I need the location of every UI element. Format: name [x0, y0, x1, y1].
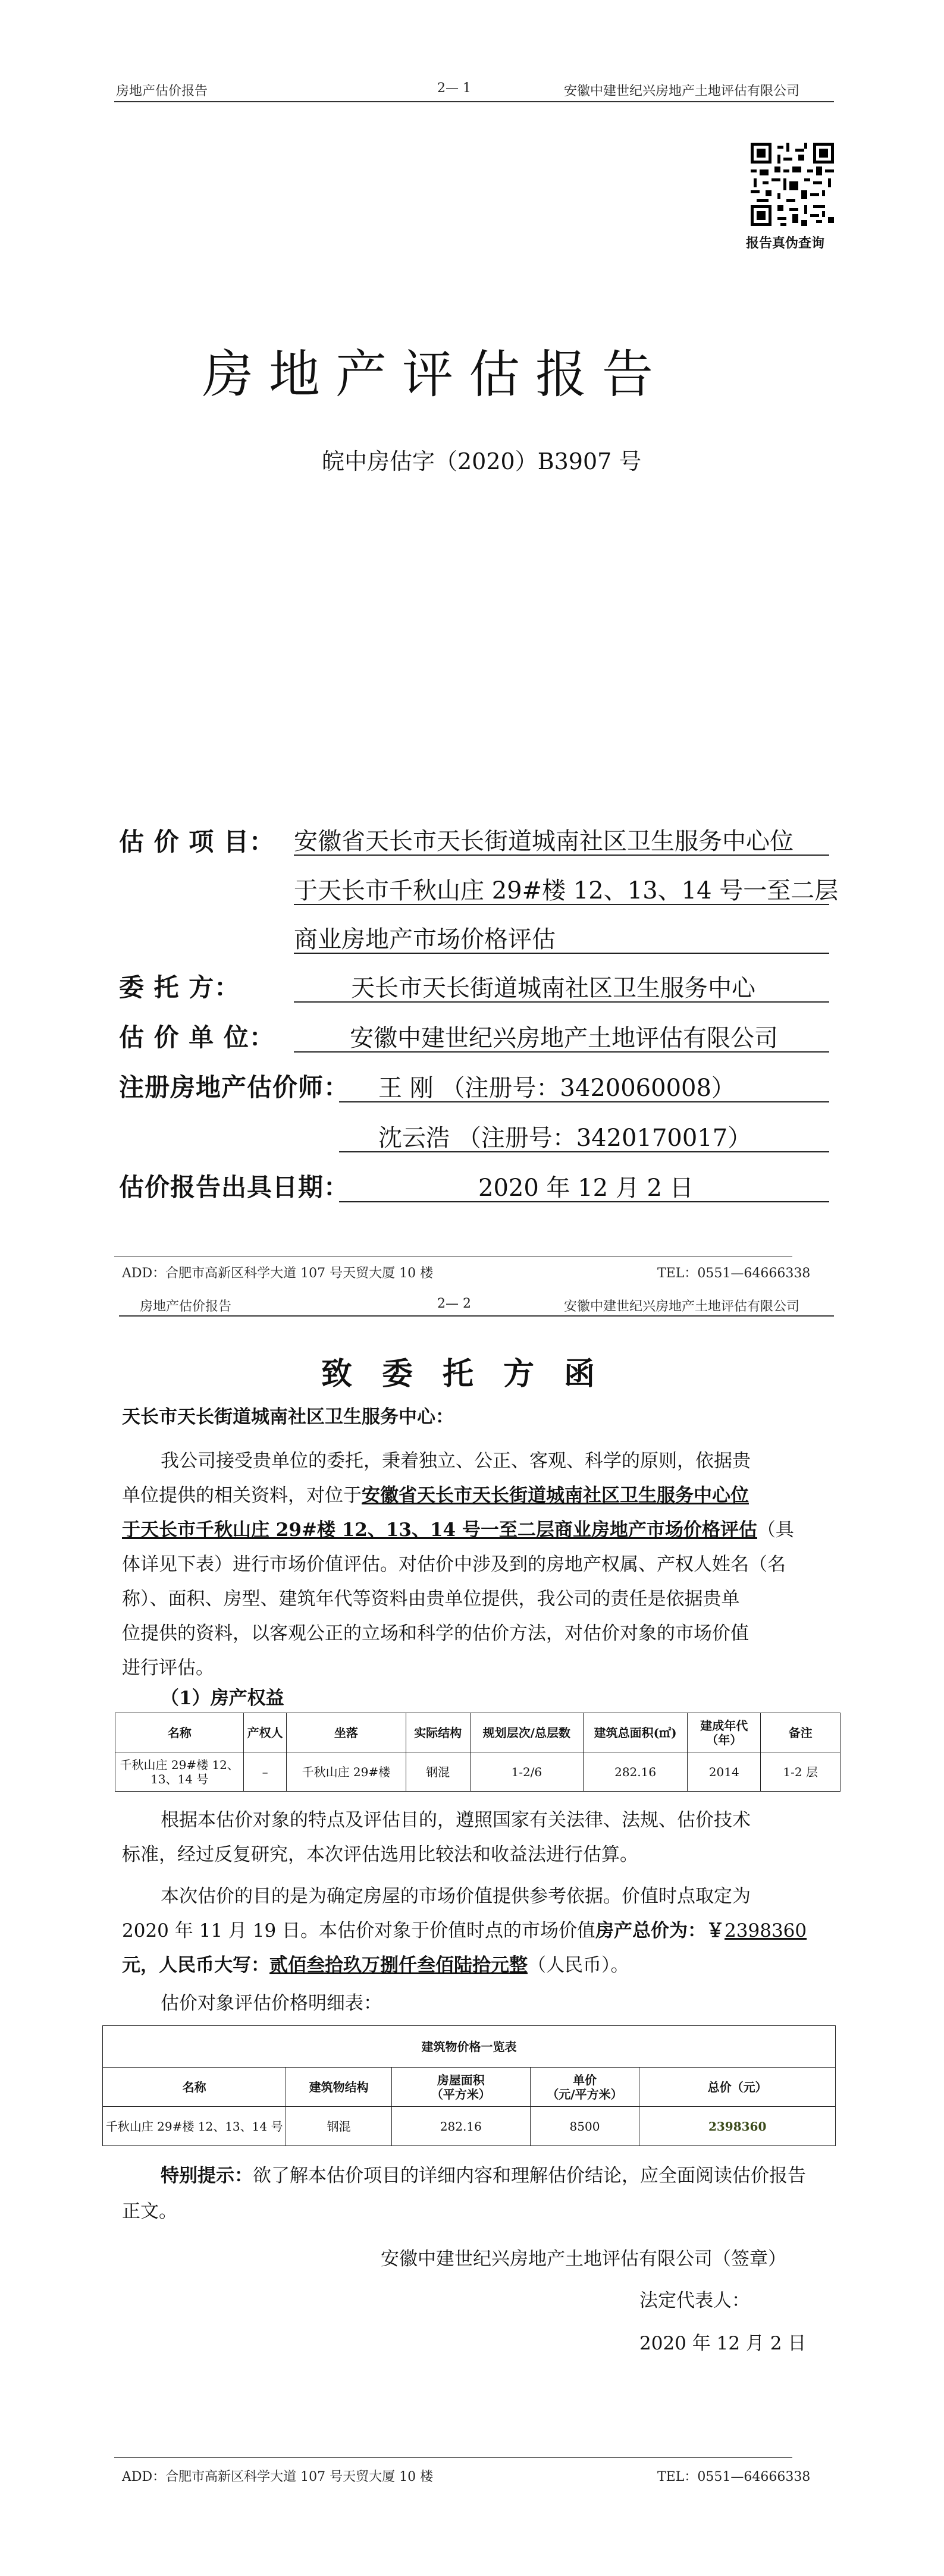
- page1-footer-tel: TEL：0551—64666338: [657, 1266, 811, 1281]
- page1-footer-rule: [114, 1256, 792, 1257]
- para1-line7: 进行评估。: [122, 1657, 214, 1679]
- appraisal-unit-label: 估 价 单 位：: [119, 1023, 275, 1052]
- page2-footer-address: ADD：合肥市高新区科学大道 107 号天贸大厦 10 楼: [122, 2470, 434, 2484]
- price-table-caption: 建筑物价格一览表: [103, 2026, 836, 2068]
- total-price-value: 2398360: [725, 1920, 807, 1942]
- appraiser-label: 注册房地产估价师：: [119, 1073, 350, 1102]
- page2-footer-tel: TEL：0551—64666338: [657, 2470, 811, 2484]
- rights-col-floors: 规划层次/总层数: [470, 1713, 584, 1752]
- project-name-emphasis: 安徽省天长市天长街道城南社区卫生服务中心位: [362, 1485, 749, 1506]
- issue-date-underline: [339, 1201, 829, 1202]
- page1-header-left: 房地产估价报告: [116, 84, 208, 99]
- para1-line3: 于天长市千秋山庄 29#楼 12、13、14 号一至二层商业房地产市场价格评估（具: [122, 1519, 794, 1541]
- appraisal-unit-underline: [294, 1051, 829, 1053]
- price-col-total: 总价（元）: [639, 2068, 836, 2107]
- table-row: [103, 2107, 836, 2146]
- page1-header-rule: [114, 101, 834, 102]
- detail-intro: 估价对象评估价格明细表：: [161, 1993, 382, 2014]
- client-underline: [294, 1001, 829, 1003]
- special-note-line2: 正文。: [122, 2201, 177, 2222]
- appraisal-unit-value: 安徽中建世纪兴房地产土地评估有限公司: [350, 1025, 778, 1052]
- price-col-structure: 建筑物结构: [286, 2068, 392, 2107]
- rights-cell-area: 282.16: [584, 1752, 688, 1792]
- para1-line1: 我公司接受贵单位的委托，秉着独立、公正、客观、科学的原则，依据贵: [161, 1450, 751, 1472]
- project-name-emphasis-2: 于天长市千秋山庄 29#楼 12、13、14 号一至二层商业房地产市场价格评估: [122, 1519, 757, 1541]
- project-line-3: 商业房地产市场价格评估: [294, 926, 556, 953]
- rights-cell-owner: –: [244, 1752, 286, 1792]
- price-col-area: 房屋面积 （平方米）: [392, 2068, 531, 2107]
- client-value: 天长市天长街道城南社区卫生服务中心: [351, 975, 755, 1002]
- rights-col-year: 建成年代（年）: [688, 1713, 761, 1752]
- page1-footer-address: ADD：合肥市高新区科学大道 107 号天贸大厦 10 楼: [122, 1266, 434, 1281]
- issue-date-label: 估价报告出具日期：: [119, 1173, 350, 1202]
- para1-line4: 体详见下表）进行市场价值评估。对估价中涉及到的房地产权属、产权人姓名（名: [122, 1554, 786, 1575]
- project-underline-3: [294, 953, 829, 954]
- rights-table: [115, 1713, 840, 1792]
- qr-caption: 报告真伪查询: [746, 235, 825, 251]
- price-col-unit-price: 单价 （元/平方米）: [530, 2068, 639, 2107]
- rights-col-area: 建筑总面积(㎡): [584, 1713, 688, 1752]
- para3-line3: 元，人民币大写：贰佰叁拾玖万捌仟叁佰陆拾元整（人民币）。: [122, 1955, 629, 1976]
- table-row: [115, 1752, 840, 1792]
- qr-code-icon: [751, 143, 834, 226]
- report-title: 房地产评估报告: [202, 345, 669, 404]
- project-underline-1: [294, 855, 829, 856]
- rights-col-remark: 备注: [761, 1713, 840, 1752]
- issue-date-value: 2020 年 12 月 2 日: [478, 1174, 694, 1202]
- para1-line6: 位提供的资料，以客观公正的立场和科学的估价方法，对估价对象的市场价值: [122, 1623, 749, 1644]
- project-line-1: 安徽省天长市天长街道城南社区卫生服务中心位: [294, 828, 794, 855]
- para1-line2: 单位提供的相关资料，对位于安徽省天长市天长街道城南社区卫生服务中心位: [122, 1485, 749, 1506]
- price-cell-name: 千秋山庄 29#楼 12、13、14 号: [103, 2107, 286, 2146]
- rights-col-structure: 实际结构: [406, 1713, 470, 1752]
- client-label: 委 托 方：: [119, 973, 240, 1002]
- price-cell-unit-price: 8500: [530, 2107, 639, 2146]
- page1-header-right: 安徽中建世纪兴房地产土地评估有限公司: [564, 84, 800, 99]
- para2-line1: 根据本估价对象的特点及评估目的，遵照国家有关法律、法规、估价技术: [161, 1810, 751, 1831]
- price-cell-structure: 钢混: [286, 2107, 392, 2146]
- appraiser-2: 沈云浩 （注册号：3420170017）: [378, 1124, 752, 1152]
- price-table: [102, 2025, 836, 2146]
- rights-col-location: 坐落: [286, 1713, 406, 1752]
- price-cell-area: 282.16: [392, 2107, 531, 2146]
- page1-header-page: 2— 1: [437, 81, 471, 96]
- rights-col-owner: 产权人: [244, 1713, 286, 1752]
- rights-col-name: 名称: [115, 1713, 244, 1752]
- rights-cell-structure: 钢混: [406, 1752, 470, 1792]
- letter-title: 致委托方函: [321, 1356, 625, 1392]
- project-label: 估 价 项 目：: [119, 827, 275, 856]
- para3-line2: 2020 年 11 月 19 日。本估价对象于价值时点的市场价值房产总价为：￥2398360: [122, 1920, 807, 1942]
- page2-header-page: 2— 2: [437, 1296, 471, 1311]
- page2-header-rule: [119, 1315, 834, 1317]
- appraiser-2-underline: [339, 1151, 829, 1152]
- para1-line5: 称）、面积、房型、建筑年代等资料由贵单位提供，我公司的责任是依据贵单: [122, 1588, 740, 1610]
- addressee: 天长市天长街道城南社区卫生服务中心：: [122, 1406, 454, 1428]
- rights-cell-name: 千秋山庄 29#楼 12、13、14 号: [115, 1752, 244, 1792]
- project-line-2: 于天长市千秋山庄 29#楼 12、13、14 号一至二层: [294, 877, 839, 904]
- price-cell-total: 2398360: [639, 2107, 836, 2146]
- appraiser-1-underline: [339, 1101, 829, 1102]
- total-price-capital: 贰佰叁拾玖万捌仟叁佰陆拾元整: [269, 1955, 528, 1976]
- project-underline-2: [294, 904, 829, 905]
- rights-cell-year: 2014: [688, 1752, 761, 1792]
- special-note-label: 特别提示：: [161, 2165, 253, 2187]
- rights-cell-floors: 1-2/6: [470, 1752, 584, 1792]
- page2-header-right: 安徽中建世纪兴房地产土地评估有限公司: [564, 1299, 800, 1314]
- page2-header-left: 房地产估价报告: [140, 1299, 232, 1314]
- appraiser-1: 王 刚 （注册号：3420060008）: [378, 1075, 735, 1102]
- rights-cell-location: 千秋山庄 29#楼: [286, 1752, 406, 1792]
- signature-date: 2020 年 12 月 2 日: [639, 2333, 807, 2354]
- rights-cell-remark: 1-2 层: [761, 1752, 840, 1792]
- signature-rep: 法定代表人：: [639, 2290, 750, 2311]
- rights-heading: （1）房产权益: [161, 1688, 284, 1709]
- signature-company: 安徽中建世纪兴房地产土地评估有限公司（签章）: [381, 2248, 786, 2270]
- para2-line2: 标准，经过反复研究，本次评估选用比较法和收益法进行估算。: [122, 1844, 638, 1865]
- page2-footer-rule: [114, 2457, 792, 2458]
- report-number: 皖中房估字（2020）B3907 号: [322, 448, 642, 475]
- special-note-line1: 特别提示：欲了解本估价项目的详细内容和理解估价结论，应全面阅读估价报告: [161, 2165, 806, 2187]
- para3-line1: 本次估价的目的是为确定房屋的市场价值提供参考依据。价值时点取定为: [161, 1886, 751, 1907]
- price-col-name: 名称: [103, 2068, 286, 2107]
